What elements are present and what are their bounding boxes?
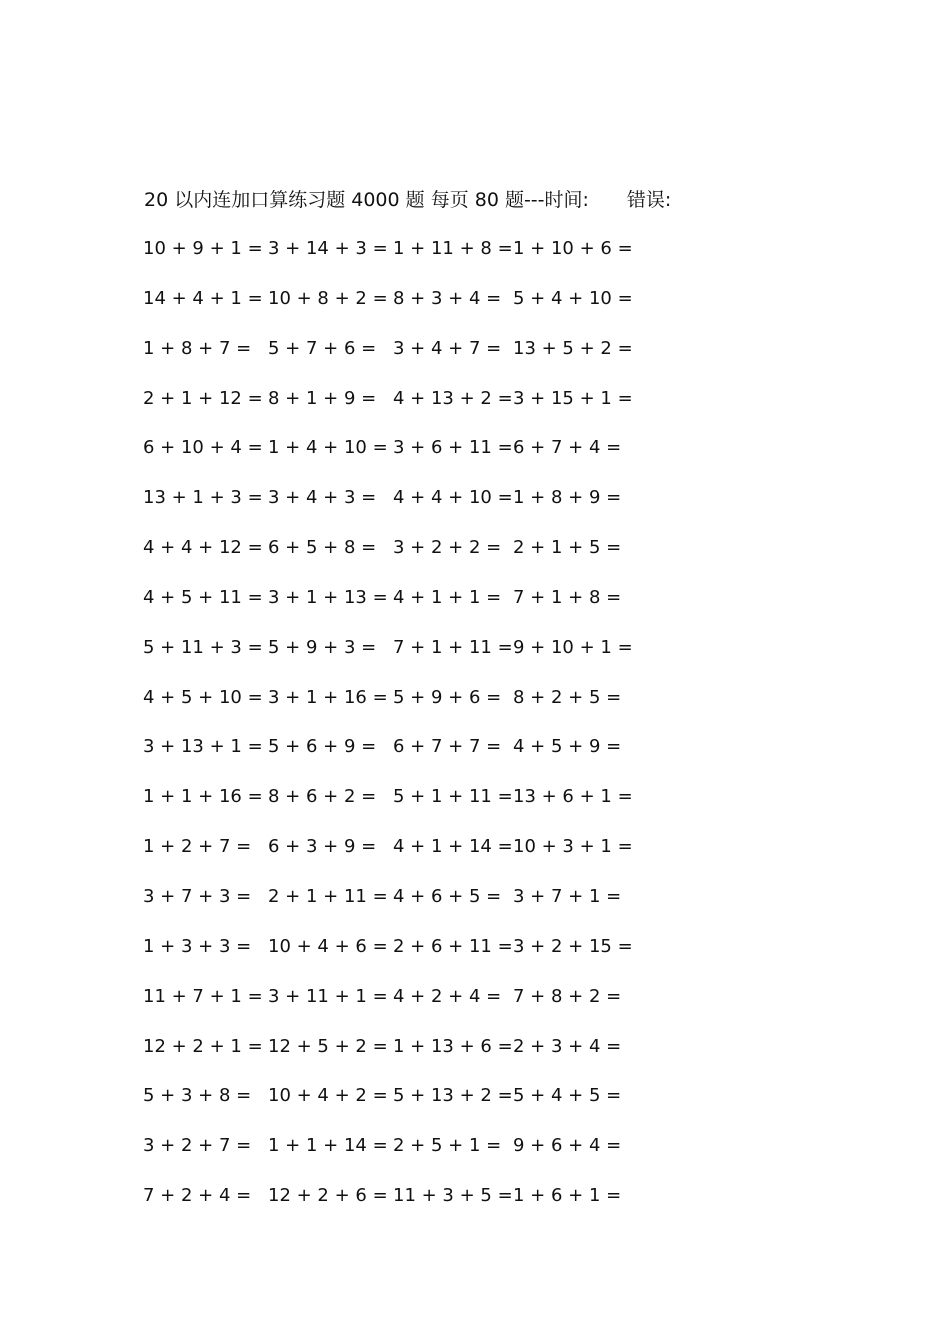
problem-row [143,534,643,584]
problem-item: 1 + 8 + 7 = [143,337,252,359]
problem-item: 4 + 13 + 2 = [393,387,513,409]
problem-item: 1 + 6 + 1 = [513,1185,622,1207]
problem-item: 1 + 13 + 6 = [393,1035,513,1057]
problem-item: 6 + 3 + 9 = [268,836,377,858]
problem-row [143,833,643,883]
problem-row [143,584,643,634]
problem-row [143,1082,643,1132]
problem-row [143,235,643,285]
problem-item: 3 + 4 + 3 = [268,487,377,509]
problem-item: 5 + 7 + 6 = [268,337,377,359]
problem-row [143,385,643,435]
problem-item: 3 + 2 + 15 = [513,935,633,957]
problem-item: 7 + 1 + 11 = [393,636,513,658]
problem-item: 1 + 4 + 10 = [268,437,388,459]
problem-item: 5 + 9 + 3 = [268,636,377,658]
problem-item: 5 + 3 + 8 = [143,1085,252,1107]
problem-item: 10 + 4 + 6 = [268,935,388,957]
problem-item: 2 + 6 + 11 = [393,935,513,957]
errors-label: 错误: [626,189,672,211]
problem-item: 12 + 5 + 2 = [268,1035,388,1057]
problem-item: 13 + 1 + 3 = [143,487,263,509]
problem-item: 10 + 4 + 2 = [268,1085,388,1107]
problem-row [143,983,643,1033]
problem-item: 1 + 1 + 16 = [143,786,263,808]
problem-item: 2 + 1 + 11 = [268,885,388,907]
problem-item: 2 + 3 + 4 = [513,1035,622,1057]
problem-item: 1 + 10 + 6 = [513,238,633,259]
problem-item: 5 + 6 + 9 = [268,736,377,758]
problem-item: 4 + 2 + 4 = [393,985,502,1007]
problem-item: 4 + 6 + 5 = [393,885,502,907]
problem-item: 5 + 9 + 6 = [393,686,502,708]
problem-item: 10 + 8 + 2 = [268,287,388,309]
problem-item: 10 + 3 + 1 = [513,836,633,858]
problem-item: 8 + 3 + 4 = [393,287,502,309]
problem-row [143,733,643,783]
problem-row [143,684,643,734]
problem-item: 8 + 2 + 5 = [513,686,622,708]
problem-row [143,1033,643,1083]
problem-item: 13 + 6 + 1 = [513,786,633,808]
problem-row [143,285,643,335]
problem-item: 1 + 1 + 14 = [268,1135,388,1157]
worksheet-header [144,186,671,214]
problem-item: 12 + 2 + 6 = [268,1185,388,1207]
problem-item: 3 + 7 + 1 = [513,885,622,907]
problem-item: 3 + 11 + 1 = [268,985,388,1007]
problem-item: 9 + 6 + 4 = [513,1135,622,1157]
problem-item: 9 + 10 + 1 = [513,636,633,658]
problem-row [143,1182,643,1232]
problem-item: 11 + 7 + 1 = [143,985,263,1007]
problem-item: 3 + 1 + 13 = [268,586,388,608]
problem-item: 14 + 4 + 1 = [143,287,263,309]
problem-item: 3 + 6 + 11 = [393,437,513,459]
problem-item: 10 + 9 + 1 = [143,238,263,259]
problem-item: 2 + 5 + 1 = [393,1135,502,1157]
problem-item: 2 + 1 + 5 = [513,537,622,559]
problem-item: 7 + 2 + 4 = [143,1185,252,1207]
problem-item: 4 + 5 + 11 = [143,586,263,608]
problem-row [143,883,643,933]
problem-item: 4 + 1 + 1 = [393,586,502,608]
problem-item: 4 + 4 + 10 = [393,487,513,509]
problem-row [143,484,643,534]
problem-item: 3 + 2 + 2 = [393,537,502,559]
problem-grid [143,235,643,1232]
problem-row [143,783,643,833]
problem-item: 8 + 1 + 9 = [268,387,377,409]
problem-item: 11 + 3 + 5 = [393,1185,513,1207]
problem-item: 6 + 5 + 8 = [268,537,377,559]
problem-row [143,1132,643,1182]
problem-item: 8 + 6 + 2 = [268,786,377,808]
problem-item: 1 + 3 + 3 = [143,935,252,957]
problem-item: 3 + 4 + 7 = [393,337,502,359]
problem-item: 3 + 13 + 1 = [143,736,263,758]
problem-item: 7 + 8 + 2 = [513,985,622,1007]
problem-item: 1 + 2 + 7 = [143,836,252,858]
problem-item: 4 + 5 + 10 = [143,686,263,708]
problem-row [143,335,643,385]
problem-item: 1 + 8 + 9 = [513,487,622,509]
problem-item: 4 + 5 + 9 = [513,736,622,758]
problem-item: 7 + 1 + 8 = [513,586,622,608]
problem-item: 13 + 5 + 2 = [513,337,633,359]
problem-item: 5 + 13 + 2 = [393,1085,513,1107]
problem-row [143,933,643,983]
problem-item: 6 + 7 + 7 = [393,736,502,758]
problem-item: 5 + 4 + 5 = [513,1085,622,1107]
problem-item: 3 + 2 + 7 = [143,1135,252,1157]
worksheet-title: 20 以内连加口算练习题 4000 题 每页 80 题---时间: [144,189,589,211]
problem-item: 3 + 14 + 3 = [268,238,388,259]
problem-item: 1 + 11 + 8 = [393,238,513,259]
problem-item: 4 + 4 + 12 = [143,537,263,559]
problem-item: 3 + 7 + 3 = [143,885,252,907]
problem-item: 6 + 10 + 4 = [143,437,263,459]
problem-item: 3 + 15 + 1 = [513,387,633,409]
problem-item: 2 + 1 + 12 = [143,387,263,409]
problem-item: 4 + 1 + 14 = [393,836,513,858]
problem-item: 5 + 1 + 11 = [393,786,513,808]
problem-item: 5 + 4 + 10 = [513,287,633,309]
problem-item: 6 + 7 + 4 = [513,437,622,459]
problem-item: 3 + 1 + 16 = [268,686,388,708]
problem-item: 5 + 11 + 3 = [143,636,263,658]
problem-row [143,634,643,684]
problem-item: 12 + 2 + 1 = [143,1035,263,1057]
problem-row [143,434,643,484]
